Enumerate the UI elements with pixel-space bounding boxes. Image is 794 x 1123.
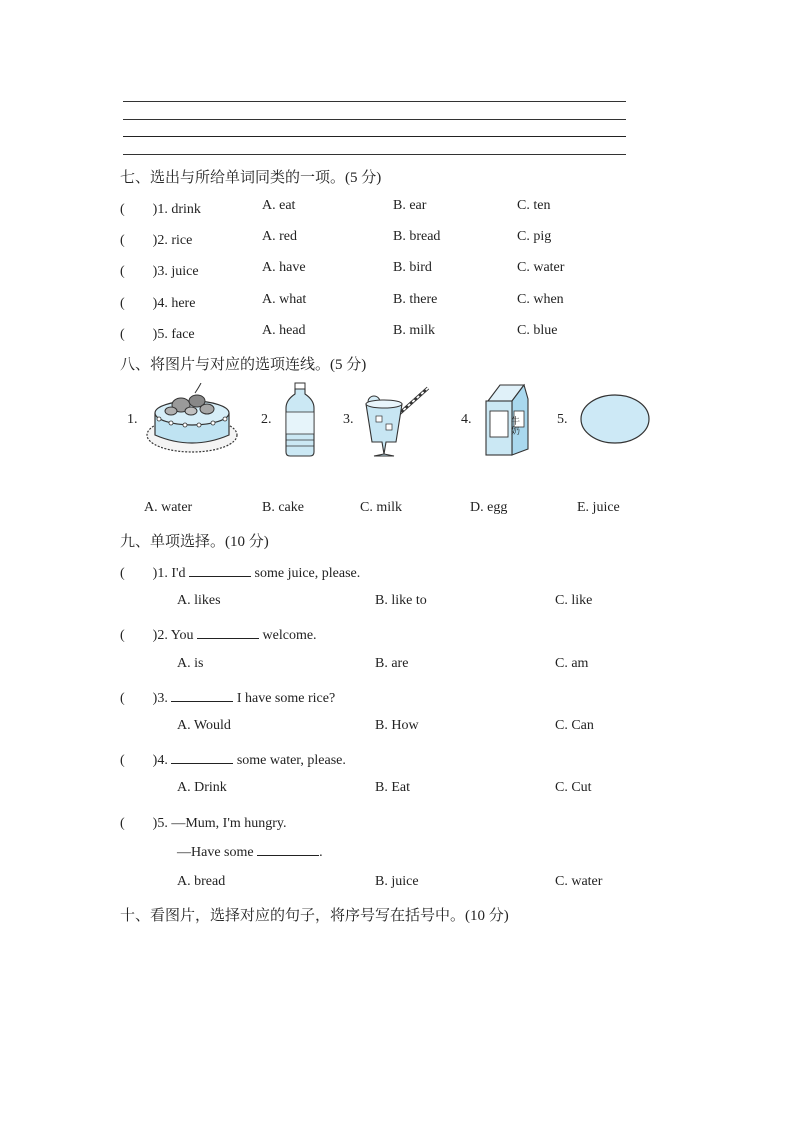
- s7-q1-stem: ( )1. drink: [120, 202, 201, 217]
- egg-picture: [578, 392, 652, 446]
- s9-q1-option-c: C. like: [555, 593, 593, 608]
- s9-q4-blank: [171, 751, 233, 764]
- s9-q5-line2-post: .: [319, 845, 323, 860]
- s9-q4-pre: ( )4.: [120, 753, 168, 768]
- milk-carton-picture: [482, 381, 530, 457]
- cake-picture: [145, 383, 239, 461]
- s7-q2-option-a: A. red: [262, 229, 297, 244]
- s9-q2-option-a: A. is: [177, 656, 204, 671]
- s7-q3-stem: ( )3. juice: [120, 264, 199, 279]
- s7-q5-stem: ( )5. face: [120, 327, 195, 342]
- s9-q4-post: some water, please.: [236, 753, 346, 768]
- s9-q2-option-b: B. are: [375, 656, 409, 671]
- writing-line-3: [123, 136, 626, 137]
- s9-q1-option-a: A. likes: [177, 593, 221, 608]
- s9-q5-line2: [177, 843, 323, 861]
- match-option-a: A. water: [144, 500, 193, 515]
- s9-q1-option-b: B. like to: [375, 593, 427, 608]
- s9-q2-blank: [197, 626, 259, 639]
- water-bottle-picture: [282, 382, 318, 458]
- s9-q4-option-c: C. Cut: [555, 780, 592, 795]
- s7-q2-stem: ( )2. rice: [120, 233, 193, 248]
- s7-q4-option-a: A. what: [262, 292, 307, 307]
- writing-line-4: [123, 154, 626, 155]
- s9-q4-option-a: A. Drink: [177, 780, 227, 795]
- s9-q4-stem: [120, 749, 346, 769]
- s9-q2-option-c: C. am: [555, 656, 589, 671]
- s9-q3-post: I have some rice?: [236, 691, 336, 706]
- section-8-heading: 八、将图片与对应的选项连线。(5 分): [120, 357, 367, 373]
- s7-q4-stem: ( )4. here: [120, 296, 196, 311]
- s7-q1-option-c: C. ten: [517, 198, 551, 213]
- s9-q3-pre: ( )3.: [120, 691, 168, 706]
- s9-q3-blank: [171, 689, 233, 702]
- s9-q5-option-a: A. bread: [177, 874, 226, 889]
- match-option-e: E. juice: [577, 500, 620, 515]
- s7-q2-option-b: B. bread: [393, 229, 441, 244]
- s7-q4-option-b: B. there: [393, 292, 438, 307]
- s9-q2-stem: [120, 624, 317, 644]
- s9-q5-blank: [257, 843, 319, 856]
- s7-q3-option-c: C. water: [517, 260, 565, 275]
- picture-number-3: 3.: [343, 412, 354, 427]
- s9-q3-option-c: C. Can: [555, 718, 594, 733]
- picture-number-1: 1.: [127, 412, 138, 427]
- match-option-d: D. egg: [470, 500, 508, 515]
- s7-q3-option-a: A. have: [262, 260, 306, 275]
- s9-q1-post: some juice, please.: [254, 566, 361, 581]
- juice-glass-picture: [360, 382, 436, 458]
- s7-q4-option-c: C. when: [517, 292, 564, 307]
- s9-q3-option-a: A. Would: [177, 718, 231, 733]
- s7-q1-option-b: B. ear: [393, 198, 427, 213]
- section-9-heading: 九、单项选择。(10 分): [120, 534, 269, 550]
- s9-q3-option-b: B. How: [375, 718, 419, 733]
- s7-q2-option-c: C. pig: [517, 229, 552, 244]
- writing-line-1: [123, 101, 626, 102]
- s9-q5-option-b: B. juice: [375, 874, 419, 889]
- s7-q5-option-a: A. head: [262, 323, 306, 338]
- picture-number-4: 4.: [461, 412, 472, 427]
- match-option-b: B. cake: [262, 500, 304, 515]
- picture-number-5: 5.: [557, 412, 568, 427]
- s9-q4-option-b: B. Eat: [375, 780, 410, 795]
- s7-q3-option-b: B. bird: [393, 260, 432, 275]
- s7-q1-option-a: A. eat: [262, 198, 296, 213]
- s9-q5-option-c: C. water: [555, 874, 603, 889]
- section-10-heading: 十、看图片，选择对应的句子，将序号写在括号中。(10 分): [120, 908, 509, 924]
- s9-q5-line2-pre: —Have some: [177, 845, 254, 860]
- writing-line-2: [123, 119, 626, 120]
- section-7-heading: 七、选出与所给单词同类的一项。(5 分): [120, 170, 382, 186]
- s7-q5-option-b: B. milk: [393, 323, 436, 338]
- s9-q2-post: welcome.: [262, 628, 317, 643]
- s9-q3-stem: [120, 687, 335, 707]
- s9-q2-pre: ( )2. You: [120, 628, 194, 643]
- s9-q5-line1: ( )5. —Mum, I'm hungry.: [120, 816, 287, 831]
- s7-q5-option-c: C. blue: [517, 323, 558, 338]
- s9-q1-stem: [120, 562, 360, 582]
- picture-number-2: 2.: [261, 412, 272, 427]
- s9-q1-pre: ( )1. I'd: [120, 566, 186, 581]
- match-option-c: C. milk: [360, 500, 403, 515]
- s9-q1-blank: [189, 564, 251, 577]
- milk-carton-label: 牛奶: [511, 417, 521, 437]
